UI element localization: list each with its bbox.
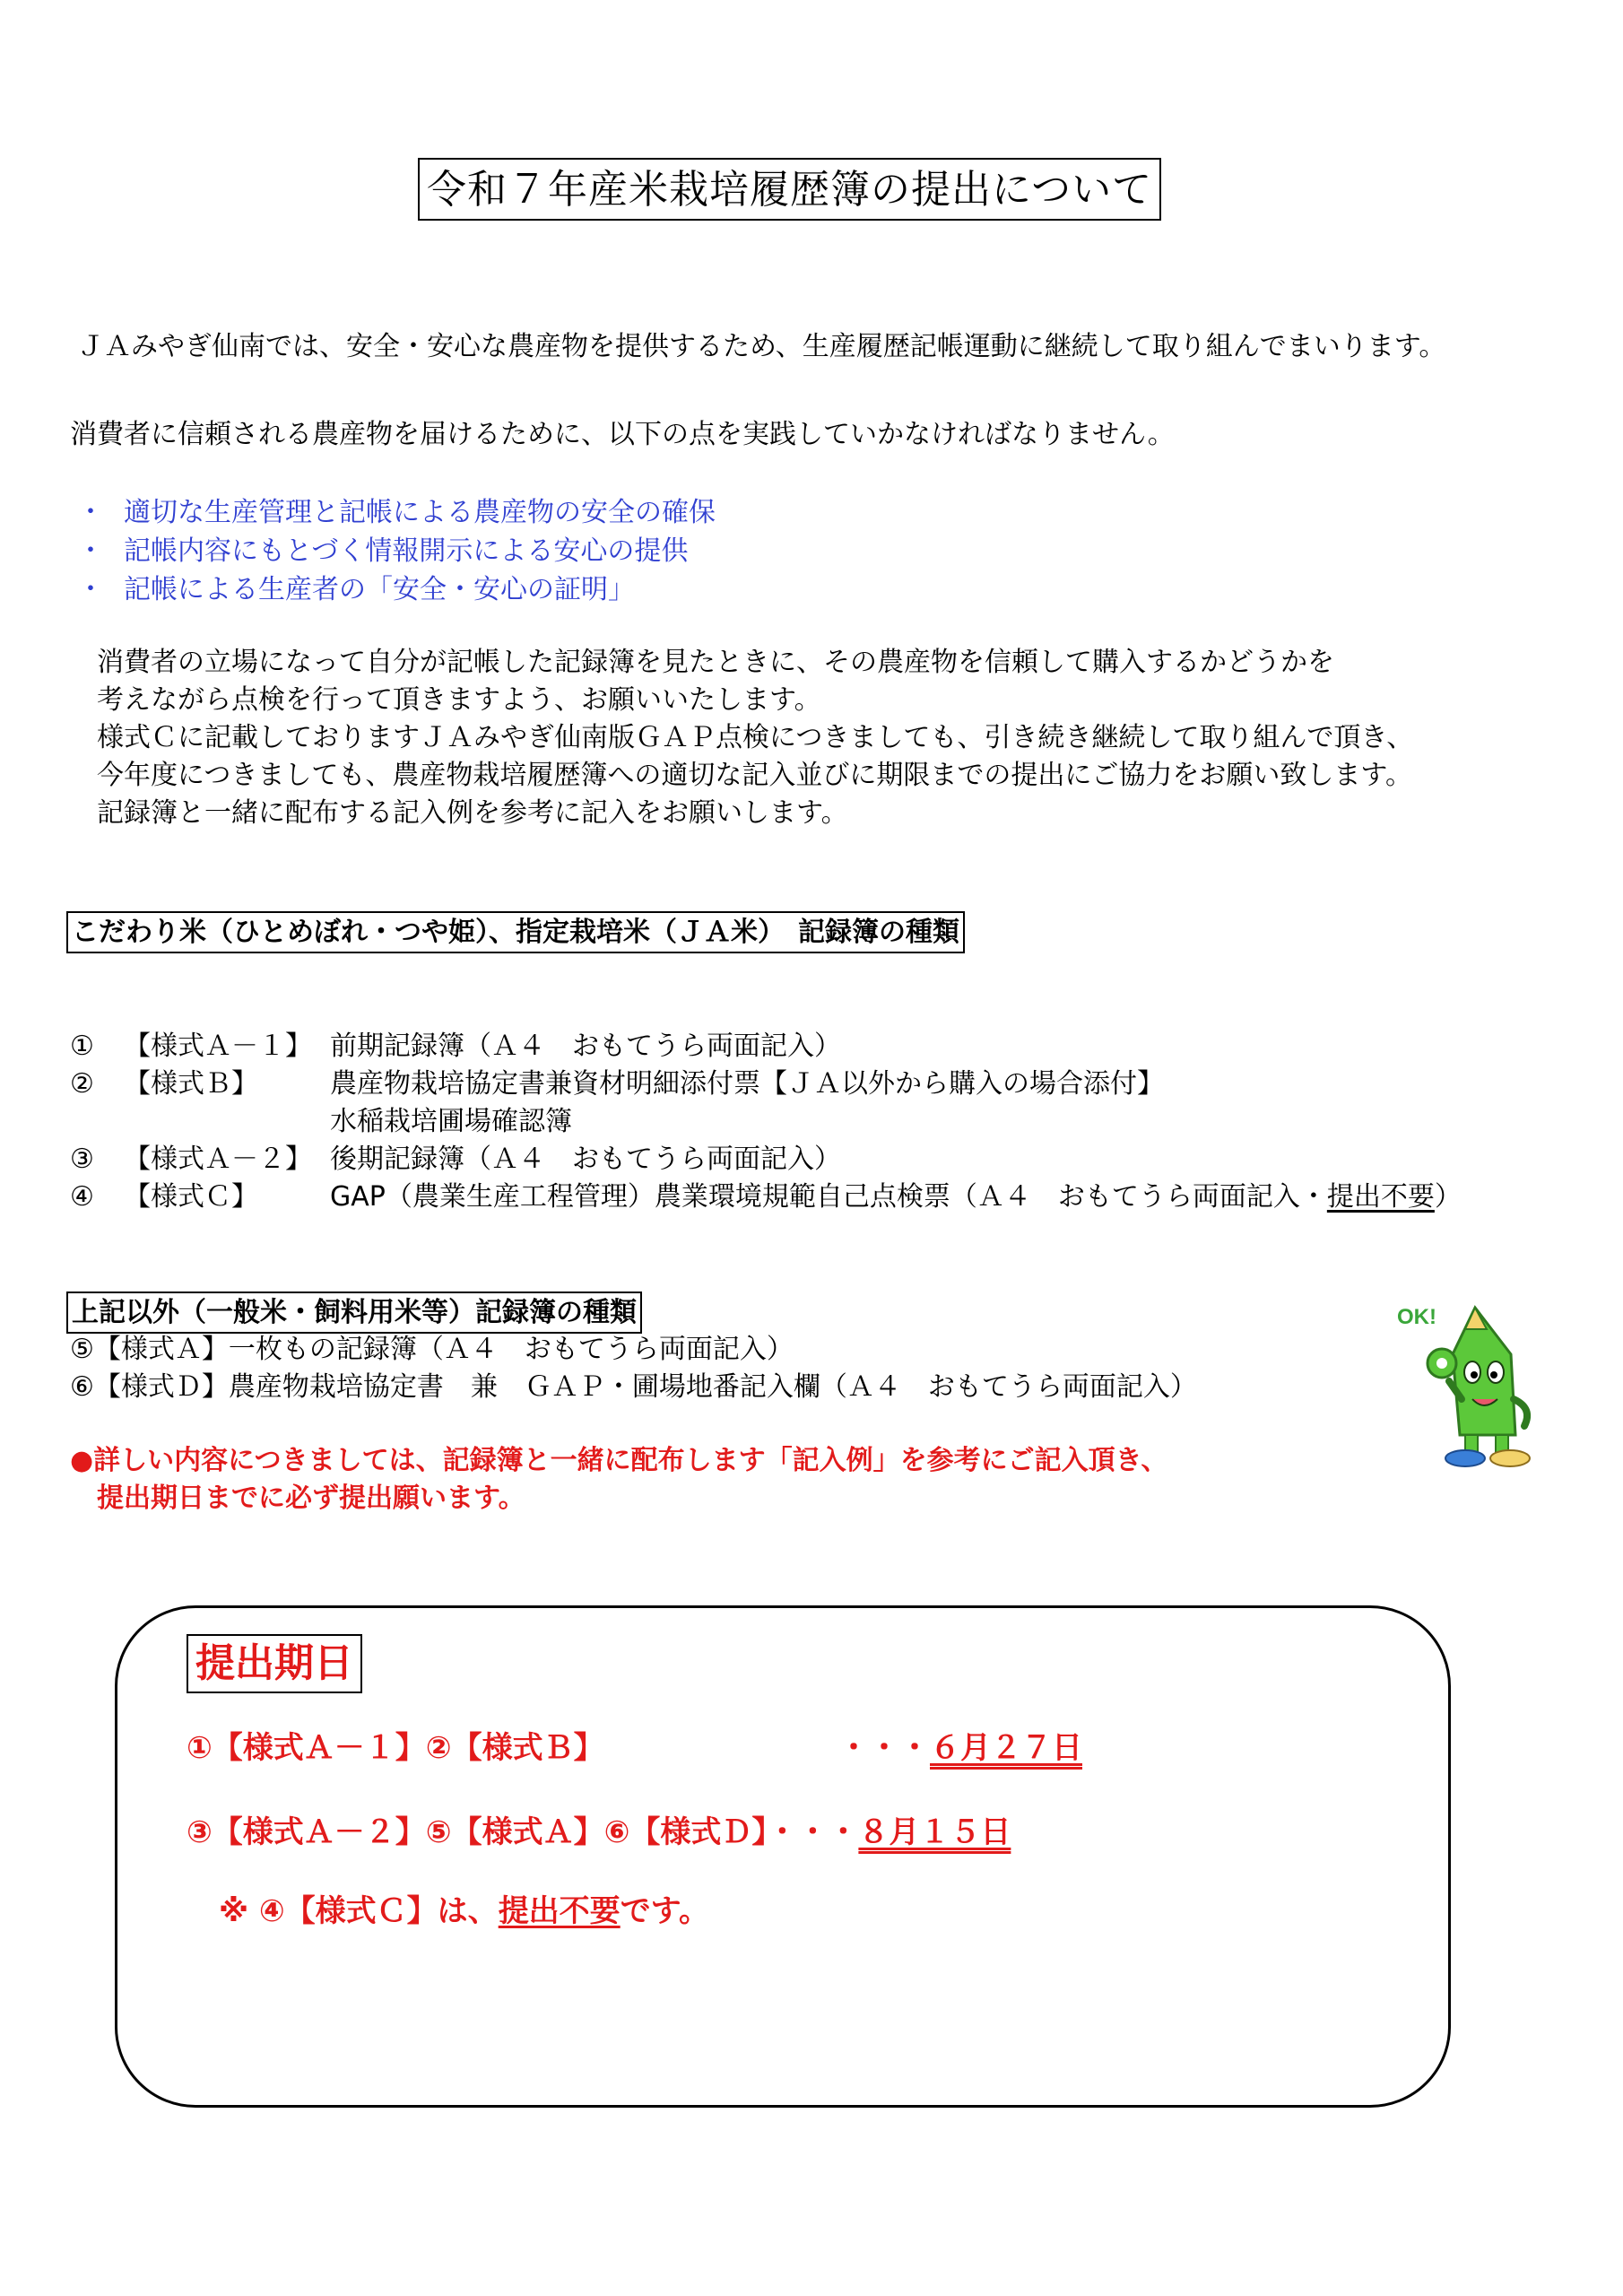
section2-list [70, 1331, 1197, 1406]
mascot-label: OK! [1397, 1305, 1436, 1329]
list-item: ③ 【様式Ａ－２】 後期記録簿（Ａ４ おもてうら両面記入） [70, 1144, 841, 1175]
list-item: ② 【様式Ｂ】 農産物栽培協定書兼資材明細添付票【ＪＡ以外から購入の場合添付】 [70, 1068, 1164, 1100]
deadline-date-2: ８月１５日 [858, 1814, 1011, 1850]
bullet-item: ・ 記帳内容にもとづく情報開示による安心の提供 [77, 535, 689, 567]
deadline-row-2: ③【様式Ａ－２】⑤【様式Ａ】⑥【様式Ｄ】・・・８月１５日 [187, 1814, 1011, 1850]
request-line: 考えながら点検を行って頂きますよう、お願いいたします。 [97, 684, 821, 716]
deadline-row-1: ①【様式Ａ－１】②【様式Ｂ】 [187, 1730, 604, 1766]
deadline-row-1-date: ・・・６月２７日 [838, 1730, 1082, 1766]
page-title: 令和７年産米栽培履歴簿の提出について [418, 158, 1161, 221]
bullet-list [77, 493, 716, 609]
bullet-item: ・ 記帳による生産者の「安全・安心の証明」 [77, 574, 635, 605]
request-line: 消費者の立場になって自分が記帳した記録簿を見たときに、その農産物を信頼して購入するかどうかを [97, 647, 1334, 678]
not-required-label: 提出不要 [498, 1893, 621, 1929]
list-item: ① 【様式Ａ－１】 前期記録簿（Ａ４ おもてうら両面記入） [70, 1031, 841, 1062]
list-item: 水稲栽培圃場確認簿 [330, 1106, 572, 1137]
bullet-item: ・ 適切な生産管理と記帳による農産物の安全の確保 [77, 497, 716, 528]
section1-heading: こだわり米（ひとめぼれ・つや姫）、指定栽培米（ＪＡ米） 記録簿の種類 [66, 911, 965, 953]
deadline-date-1: ６月２７日 [930, 1730, 1082, 1766]
pencil-mascot-icon [1390, 1300, 1569, 1471]
request-line: 様式Ｃに記載しておりますＪＡみやぎ仙南版ＧＡＰ点検につきましても、引き続き継続して取り組んで頂き、 [97, 722, 1414, 753]
notice [70, 1442, 1167, 1518]
deadline-title: 提出期日 [187, 1634, 362, 1693]
list-item: ④ 【様式Ｃ】 GAP（農業生産工程管理）農業環境規範自己点検票（Ａ４ おもてうら両面記入・提出不要） [70, 1181, 1462, 1213]
section2-heading: 上記以外（一般米・飼料用米等）記録簿の種類 [66, 1292, 642, 1334]
intro-line-1: ＪＡみやぎ仙南では、安全・安心な農産物を提供するため、生産履歴記帳運動に継続して取り組んでまいります。 [77, 331, 1446, 362]
list-item: ⑥【様式Ｄ】農産物栽培協定書 兼 ＧＡＰ・圃場地番記入欄（Ａ４ おもてうら両面記入） [70, 1371, 1197, 1403]
notice-line-1: ●詳しい内容につきましては、記録簿と一緒に配布します「記入例」を参考にご記入頂き、 [70, 1445, 1168, 1476]
section1-list [70, 1028, 1462, 1216]
notice-line-2: 提出期日までに必ず提出願います。 [97, 1483, 525, 1514]
intro-line-2: 消費者に信頼される農産物を届けるために、以下の点を実践していかなければなりません。 [70, 419, 1175, 450]
deadline-note: ※ ④【様式Ｃ】は、提出不要です。 [219, 1893, 709, 1929]
list-item: ⑤【様式Ａ】一枚もの記録簿（Ａ４ おもてうら両面記入） [70, 1334, 794, 1365]
request-line: 記録簿と一緒に配布する記入例を参考に記入をお願いします。 [97, 797, 848, 829]
not-required-label: 提出不要 [1326, 1181, 1435, 1213]
request-paragraph [97, 644, 1413, 832]
request-line: 今年度につきましても、農産物栽培履歴簿への適切な記入並びに期限までの提出にご協力をお願い致します。 [97, 760, 1412, 791]
